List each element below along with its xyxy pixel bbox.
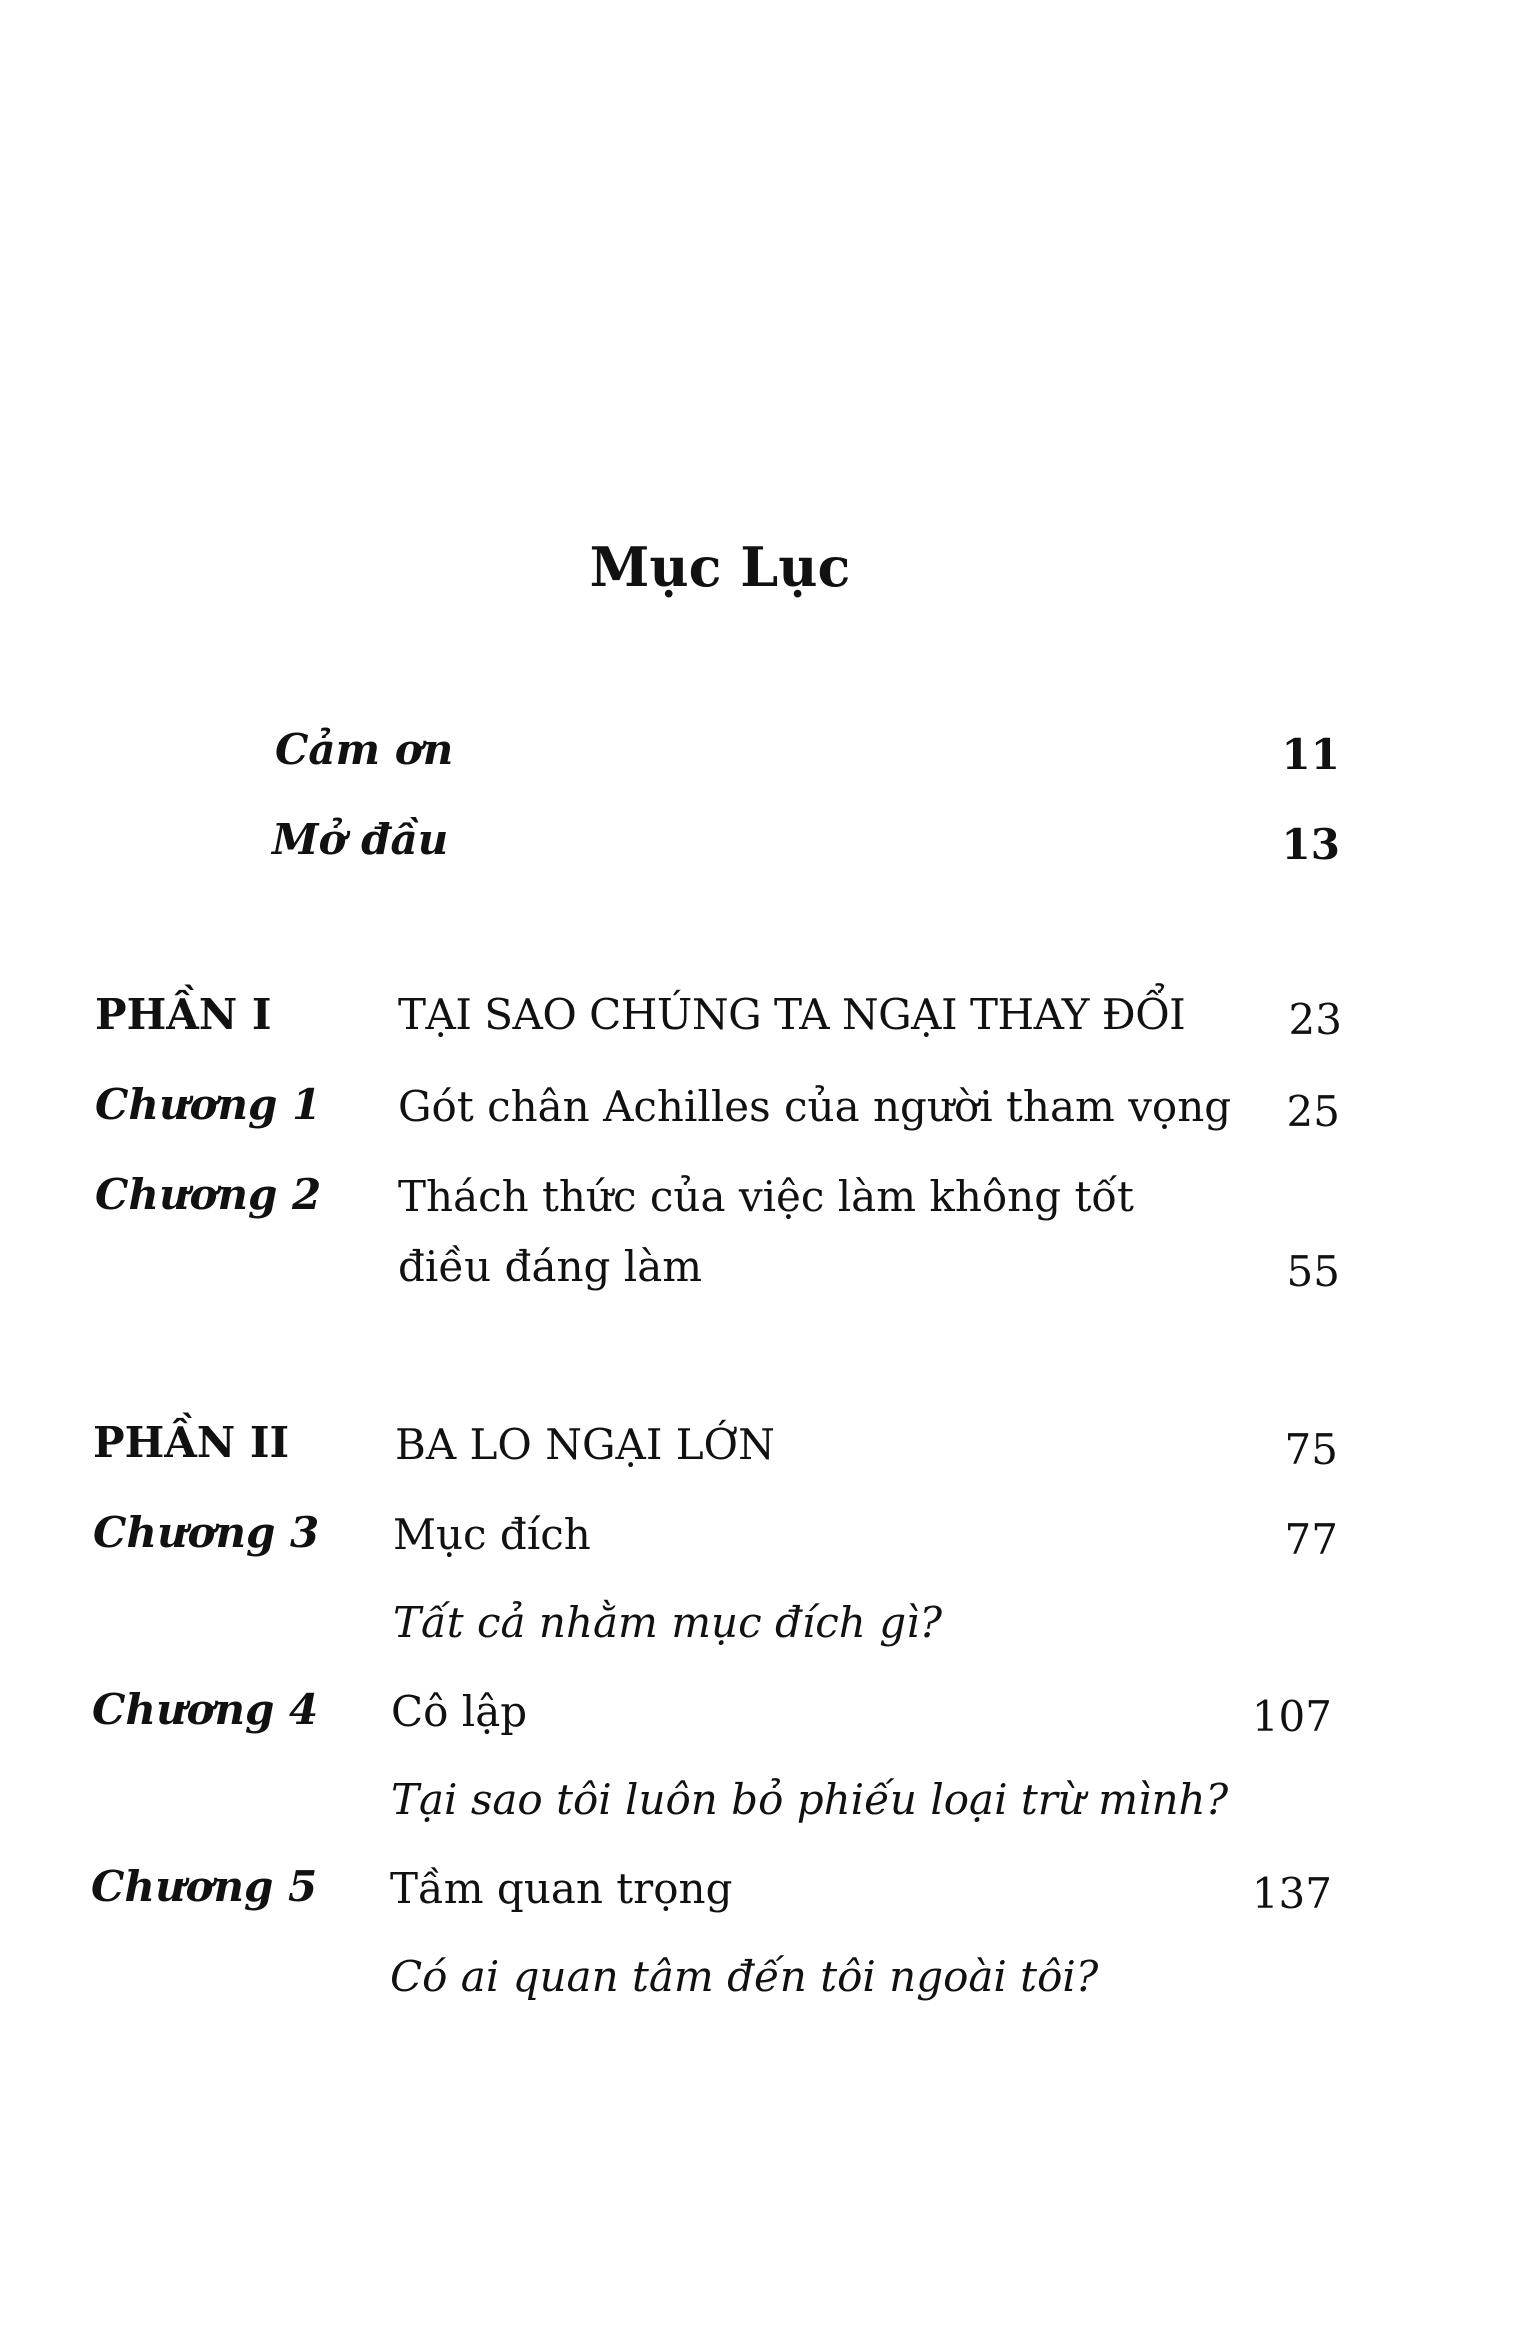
toc-page-number: 137: [1251, 1869, 1332, 1918]
toc-page-number: 13: [1281, 820, 1340, 869]
page-title: Mục Lục: [589, 535, 851, 599]
chapter-title: Gót chân Achilles của người tham vọng: [398, 1082, 1232, 1131]
part-label: PHẦN II: [93, 1418, 290, 1467]
chapter-title-line-2: điều đáng làm: [398, 1242, 703, 1291]
toc-page-number: 25: [1286, 1087, 1340, 1136]
chapter-label: Chương 2: [95, 1170, 322, 1219]
chapter-title: Tầm quan trọng: [390, 1864, 733, 1913]
toc-page-number: 23: [1288, 995, 1342, 1044]
chapter-title-line-1: Thách thức của việc làm không tốt: [398, 1172, 1134, 1221]
chapter-title: Cô lập: [391, 1687, 528, 1736]
chapter-subtitle: Có ai quan tâm đến tôi ngoài tôi?: [390, 1952, 1099, 2001]
chapter-subtitle: Tất cả nhằm mục đích gì?: [393, 1598, 943, 1647]
chapter-subtitle: Tại sao tôi luôn bỏ phiếu loại trừ mình?: [391, 1775, 1229, 1824]
toc-page-number: 75: [1284, 1425, 1338, 1474]
part-label: PHẦN I: [95, 990, 272, 1039]
chapter-label: Chương 1: [95, 1080, 322, 1129]
part-title: TẠI SAO CHÚNG TA NGẠI THAY ĐỔI: [398, 990, 1186, 1039]
toc-page-number: 107: [1251, 1692, 1332, 1741]
chapter-label: Chương 3: [93, 1508, 320, 1557]
toc-label: Mở đầu: [272, 815, 449, 864]
chapter-title: Mục đích: [393, 1510, 591, 1559]
toc-page-number: 11: [1281, 730, 1340, 779]
chapter-label: Chương 4: [92, 1685, 319, 1734]
toc-label: Cảm ơn: [275, 725, 454, 774]
toc-page-number: 55: [1286, 1247, 1340, 1296]
part-title: BA LO NGẠI LỚN: [395, 1420, 775, 1469]
toc-page-number: 77: [1284, 1515, 1338, 1564]
chapter-label: Chương 5: [91, 1862, 318, 1911]
